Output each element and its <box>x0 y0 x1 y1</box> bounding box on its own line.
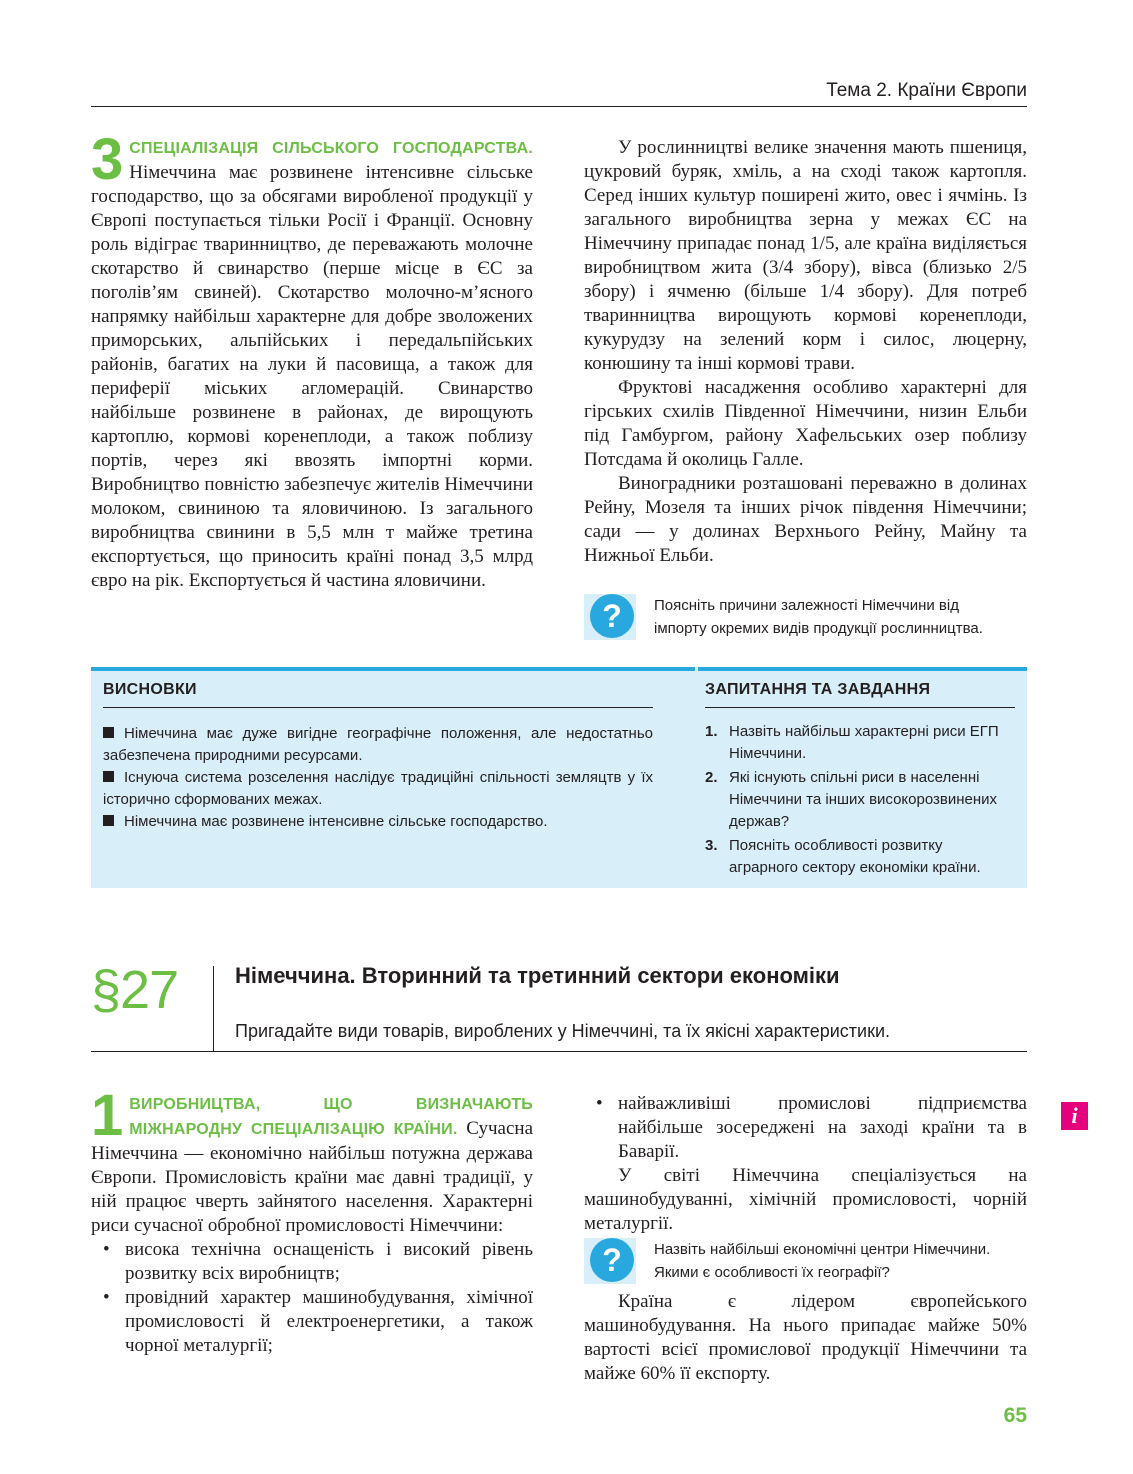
paragraph-specialization: У світі Німеччина спеціалізується на машинобудуванні, хімічній промисловості, чорній металургії. <box>584 1165 1027 1234</box>
right-column-bottom-2 <box>584 1290 1027 1386</box>
question-icon <box>584 1238 636 1284</box>
section-text: Німеччина має розвинене інтенсивне сільське господарство, що за обсягами виробленої продукції у Європі поступається тільки Росії і Франції. Основну роль відіграє тваринництво, де переважають молочне скотарство й свинарство (перше місце в ЄС за поголів’ям свиней). Скотарство молочно-м’ясного напрямку найбільш характерне для добре зволожених приморських, альпійських і передальпійських районів, багатих на луки й пасовища, а також для периферії міських агломерацій. Свинарство найбільше розвинене в районах, де вирощують картоплю, кормові коренеплоди, а також поблизу портів, через які ввозять імпортні корми. Виробництво повністю забезпечує жителів Німеччини молоком, свининою та яловичиною. Із загального виробництва свинини в 5,5 млн т майже третина експортується, що приносить країні понад 3,5 млрд євро на рік. Експортується й частина яловичини. <box>91 162 533 591</box>
section-number: 3 <box>91 127 124 192</box>
conclusions-heading: ВИСНОВКИ <box>103 681 197 698</box>
right-column-top <box>584 136 1027 568</box>
features-list-cont <box>584 1092 1027 1164</box>
paragraph-subtitle: Пригадайте види товарів, вироблених у Німеччині, та їх якісні характеристики. <box>235 1021 891 1041</box>
section-title: ВИРОБНИЦТВА, ЩО ВИЗНАЧАЮТЬ МІЖНАРОДНУ СПЕЦІАЛІЗАЦІЮ КРАЇНИ. <box>129 1096 533 1138</box>
question-box-crops <box>584 594 1027 640</box>
right-column-bottom <box>584 1092 1027 1236</box>
questions-heading: ЗАПИТАННЯ ТА ЗАВДАННЯ <box>705 681 931 698</box>
page-number: 65 <box>1003 1404 1027 1427</box>
summary-panel <box>91 667 1027 888</box>
questions-list <box>705 721 1015 881</box>
list-item: • найважливіші промислові підприємства найбільше зосереджені на заході країни та в Баварії. <box>596 1093 1027 1162</box>
question-item: 2. Які існують спільні риси в населенні Німеччини та інших високорозвинених держав? <box>705 769 998 830</box>
panel-accent-bar <box>698 667 1027 671</box>
section-number: 1 <box>91 1083 124 1148</box>
question-text: Поясніть причини залежності Німеччини від імпорту окремих видів продукції рослинництва. <box>654 597 983 637</box>
conclusions-rule <box>103 707 653 708</box>
topic-label: Тема 2. Країни Європи <box>826 80 1027 101</box>
info-icon: i <box>1061 1102 1088 1130</box>
paragraph-number: §27 <box>91 960 179 1020</box>
question-item: 1. Назвіть найбільш характерні риси ЕГП Німеччини. <box>705 723 999 762</box>
paragraph-title: Німеччина. Вторинний та третинний сектори економіки <box>235 963 840 988</box>
section-text: Сучасна Німеччина — економічно найбільш потужна держава Європи. Промисловість країни має давні традиції, у ній працює чверть зайнятого населення. Характерні риси сучасної обробної промисловості Німеччини: <box>91 1118 534 1236</box>
conclusion-item: Існуюча система розселення наслідує традиційні спільності земляцтв у їх історично сформованих межах. <box>103 769 653 808</box>
section-3 <box>91 127 533 593</box>
svg-text:?: ? <box>602 1242 622 1278</box>
panel-accent-bar <box>91 667 695 671</box>
list-item: • провідний характер машинобудування, хімічної промисловості й електроенергетики, а також чорної металургії; <box>103 1287 533 1356</box>
features-list <box>91 1238 533 1358</box>
conclusions-list <box>103 723 653 833</box>
paragraph-machinery: Країна є лідером європейського машинобудування. На нього припадає майже 50% вартості всієї промислової продукції Німеччини та майже 60% її експорту. <box>584 1291 1027 1384</box>
heading-rule <box>91 1051 1027 1052</box>
paragraph-fruit: Фруктові насадження особливо характерні для гірських схилів Південної Німеччини, низин Ельби під Гамбургом, району Хафельських озер поблизу Потсдама й околиць Галле. <box>584 377 1027 470</box>
question-text: Назвіть найбільші економічні центри Німеччини. Якими є особливості їх географії? <box>654 1241 991 1281</box>
paragraph-crops: У рослинництві велике значення мають пшениця, цукровий буряк, хміль, а на сході також картопля. Серед інших культур поширені жито, овес і ячмінь. Із загального виробництва зерна у межах ЄС на Німеччину припадає понад 1/5, але країна виділяється виробництвом жита (3/4 збору), вівса (близько 2/5 збору) і ячменю (більше 1/4 збору). Для потреб тваринництва вирощують кормові коренеплоди, кукурудзу на зелений корм і силос, люцерну, конюшину та інші кормові трави. <box>584 137 1027 374</box>
section-title: СПЕЦІАЛІЗАЦІЯ СІЛЬСЬКОГО ГОСПОДАРСТВА. <box>129 140 533 157</box>
conclusion-item: Німеччина має дуже вигідне географічне положення, але недостатньо забезпечена природними ресурсами. <box>103 725 653 764</box>
question-item: 3. Поясніть особливості розвитку аграрного сектору економіки країни. <box>705 837 981 876</box>
svg-text:?: ? <box>602 598 622 634</box>
paragraph-vineyards: Виноградники розташовані переважно в долинах Рейну, Мозеля та інших річок південня Німеччини; сади — у долинах Верхнього Рейну, Майну та Нижньої Ельби. <box>584 473 1027 566</box>
section-1 <box>91 1083 534 1358</box>
question-icon <box>584 594 636 640</box>
questions-rule <box>705 707 1015 708</box>
conclusion-item: Німеччина має розвинене інтенсивне сільське господарство. <box>103 811 653 833</box>
header-rule <box>91 106 1027 107</box>
question-box-centers <box>584 1238 1027 1284</box>
list-item: • висока технічна оснащеність і високий рівень розвитку всіх виробництв; <box>103 1239 533 1284</box>
heading-divider <box>213 966 214 1052</box>
